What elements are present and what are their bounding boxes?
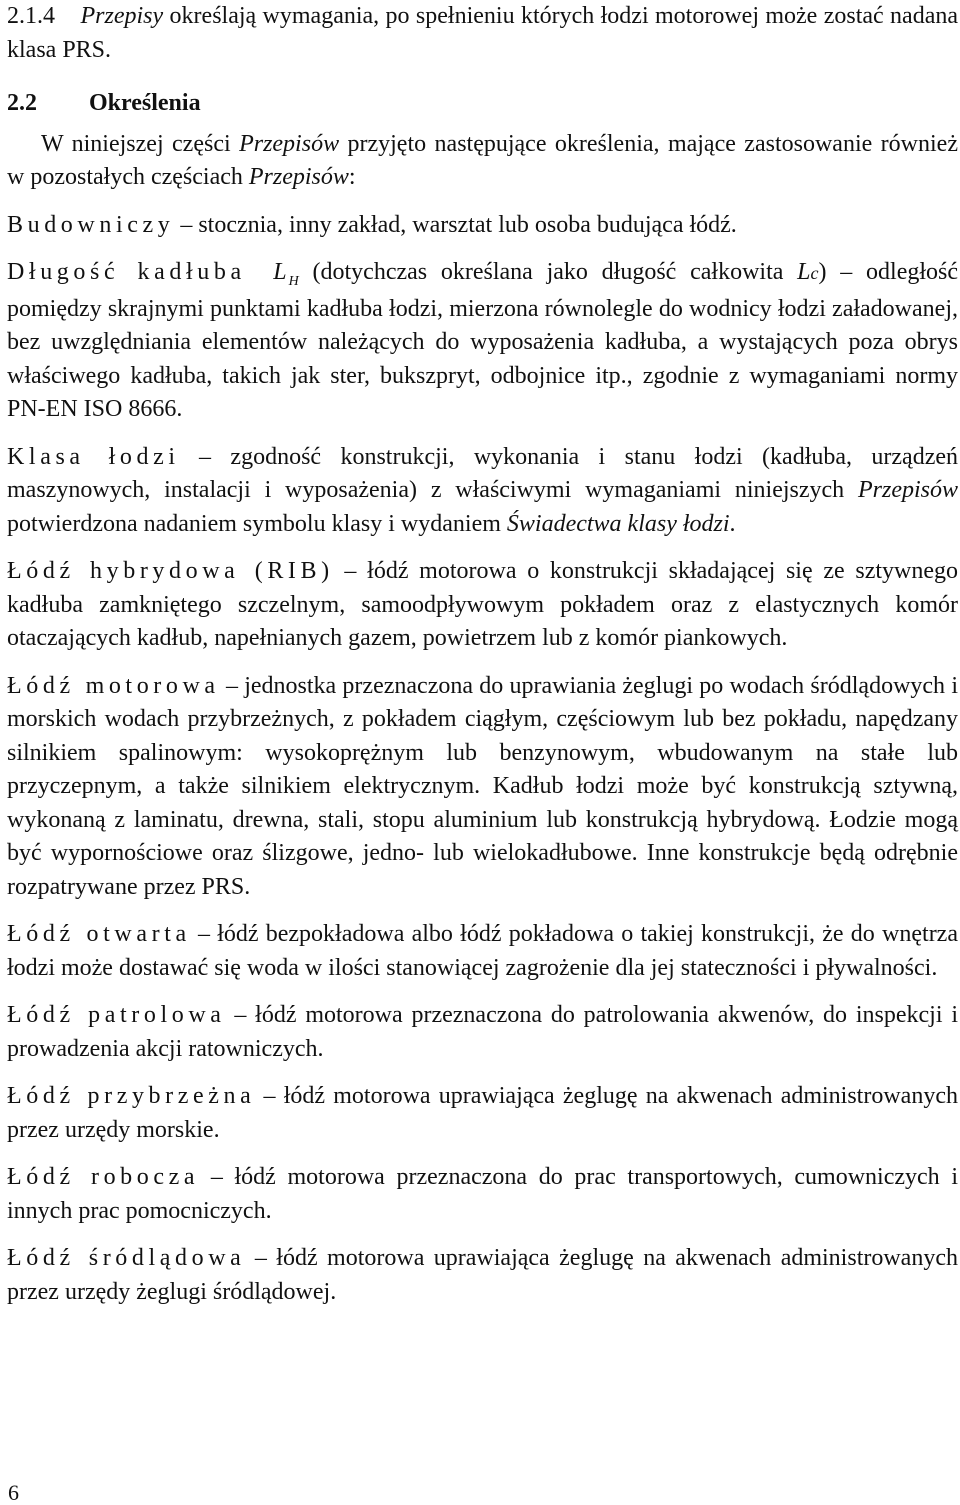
page-number: 6 xyxy=(8,1480,19,1505)
definition-text: – łódź motorowa o konstrukcji składającej się ze sztywnego kadłuba zamkniętego szczelnym, samoodpływowym pokładem oraz z elastycznych komór otaczających kadłub, napełnianych gazem, powietrzem lub z komór piankowych. xyxy=(7,558,958,651)
section-number: 2.2 xyxy=(7,90,37,116)
definition-text: – łódź motorowa przeznaczona do patrolowania akwenów, do inspekcji i prowadzenia akcji ratowniczych. xyxy=(7,1002,958,1062)
section-2-2-heading xyxy=(7,87,958,121)
definition-text: potwierdzona nadaniem symbolu klasy i wydaniem xyxy=(7,510,507,537)
intro-term: Przepisów xyxy=(248,164,349,190)
definition-klasa-lodzi xyxy=(7,441,958,542)
reference-swiadectwa: Świadectwa klasy łodzi xyxy=(506,510,730,537)
definition-term: Łódź robocza xyxy=(7,1164,200,1190)
section-number: 2.1.4 xyxy=(7,3,55,29)
definition-text: – łódź motorowa uprawiająca żeglugę na akwenach administrowanych przez urzędy żeglugi śródlądowej. xyxy=(7,1245,958,1305)
definition-lodz-hybrydowa xyxy=(7,555,958,656)
intro-text: : xyxy=(348,164,356,190)
intro-term: Przepisów xyxy=(239,130,340,157)
definition-term: Długość kadłuba xyxy=(7,259,246,285)
symbol-l: L xyxy=(273,259,287,285)
term-przepisy: Przepisy xyxy=(80,3,164,29)
reference-przepisow: Przepisów xyxy=(857,477,958,503)
definition-term: Łódź śródlądowa xyxy=(7,1245,246,1271)
symbol-subscript: H xyxy=(288,274,299,289)
definition-lodz-srodladowa xyxy=(7,1242,958,1309)
definition-dlugosc-kadluba xyxy=(7,256,958,427)
intro-paragraph xyxy=(7,128,958,195)
definition-lodz-patrolowa xyxy=(7,999,958,1066)
definition-term: Łódź patrolowa xyxy=(7,1002,226,1028)
definition-text: – łódź motorowa uprawiająca żeglugę na akwenach administrowanych przez urzędy morskie. xyxy=(7,1083,958,1143)
symbol-lc-subscript: c xyxy=(810,263,819,283)
definition-lodz-otwarta xyxy=(7,918,958,985)
definition-text: – jednostka przeznaczona do uprawiania żeglugi po wodach śródlądowych i morskich wodach przybrzeżnych, z pokładem ciągłym, częściowym lub bez pokładu, napędzany silnikiem spalinowym: wysokoprężnym lub benzynowym, wbudowanym na stałe lub przyczepnym, a także silnikiem elektrycznym. Kadłub łodzi może być konstrukcją sztywną, wykonaną z laminatu, drewna, stali, stopu aluminium lub konstrukcją hybrydową. Łodzie mogą być wypornościowe oraz ślizgowe, jedno- lub wielokadłubowe. Inne konstrukcje będą odrębnie rozpatrywane przez PRS. xyxy=(7,672,958,900)
definition-term: Budowniczy xyxy=(7,211,175,238)
definition-lodz-robocza xyxy=(7,1161,958,1228)
section-2-1-4 xyxy=(7,0,958,67)
definition-lodz-motorowa xyxy=(7,670,958,905)
definition-text: (dotychczas określana jako długość całkowita xyxy=(298,259,798,285)
definition-term: Łódź motorowa xyxy=(7,672,220,699)
definition-term: Łódź hybrydowa (RIB) xyxy=(7,558,334,584)
definition-term: Łódź przybrzeżna xyxy=(7,1083,256,1109)
definition-text: . xyxy=(729,510,736,537)
definition-text: – stocznia, inny zakład, warsztat lub osoba budująca łódź. xyxy=(174,211,737,238)
definition-term: Klasa łodzi xyxy=(7,443,180,470)
definition-lodz-przybrzezna xyxy=(7,1080,958,1147)
definition-term: Łódź otwarta xyxy=(7,921,191,947)
definition-text: ) – odległość pomiędzy skrajnymi punktami kadłuba łodzi, mierzona równolegle do wodnicy łodzi załadowanej, bez uwzględniania elementów należących do wyposażenia kadłuba, a wystających poza obrys właściwego kadłuba, takich jak ster, bukszpryt, odbojnice itp., zgodnie z wymaganiami normy PN-EN ISO 8666. xyxy=(7,259,959,422)
definition-text: – łódź motorowa przeznaczona do prac transportowych, cumowniczych i innych prac pomocniczych. xyxy=(7,1164,959,1224)
section-text: określają wymagania, po spełnieniu których łodzi motorowej może zostać nadana klasa PRS. xyxy=(7,3,959,63)
intro-text: przyjęto następujące określenia, mające zastosowanie również w pozostałych częściach xyxy=(7,130,958,190)
symbol-lc: L xyxy=(797,259,811,285)
definition-text: – zgodność konstrukcji, wykonania i stanu łodzi (kadłuba, urządzeń maszynowych, instalacji i wyposażenia) z właściwymi wymaganiami niniejszych xyxy=(7,443,959,503)
section-title: Określenia xyxy=(89,90,201,116)
definition-text: – łódź bezpokładowa albo łódź pokładowa o takiej konstrukcji, że do wnętrza łodzi może dostawać się woda w ilości stanowiącej zagrożenie dla jej stateczności i pływalności. xyxy=(7,921,958,981)
intro-text: W niniejszej części xyxy=(41,130,240,157)
document-page xyxy=(7,0,958,1323)
definition-budowniczy xyxy=(7,209,958,243)
